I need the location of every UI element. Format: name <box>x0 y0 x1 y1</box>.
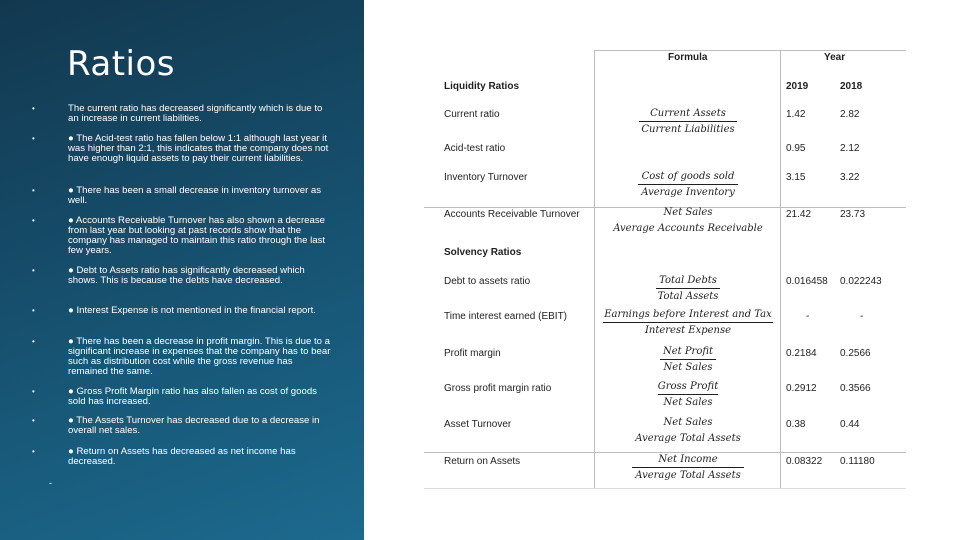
value-2019: 0.016458 <box>786 276 828 287</box>
bullet-item <box>30 216 335 256</box>
value-2018: 0.11180 <box>840 456 875 467</box>
bullet-marker: • <box>32 337 35 346</box>
value-2018: 3.22 <box>840 172 860 183</box>
bullet-marker: • <box>32 104 35 113</box>
bullet-item <box>30 447 335 467</box>
bullet-text: ● Interest Expense is not mentioned in the financial report. <box>68 305 316 316</box>
bullet-text: ● The Assets Turnover has decreased due to a decrease in overall net sales. <box>68 415 320 436</box>
bullet-item <box>30 416 335 436</box>
ratio-name: Accounts Receivable Turnover <box>444 209 580 220</box>
bullet-item <box>30 337 335 377</box>
value-2019: 21.42 <box>786 209 812 220</box>
value-2019: 0.08322 <box>786 456 823 467</box>
left-panel <box>0 0 364 540</box>
ratio-name: Asset Turnover <box>444 419 512 430</box>
ratio-name: Acid-test ratio <box>444 143 506 154</box>
column-divider <box>780 50 781 488</box>
formula-denominator: Interest Expense <box>644 325 732 336</box>
fraction-bar <box>660 359 716 360</box>
fraction-bar <box>639 121 737 122</box>
bullet-item <box>30 186 335 206</box>
value-2019: - <box>806 311 810 322</box>
year-2018-header: 2018 <box>840 81 863 92</box>
formula-denominator: Average Total Assets <box>635 470 741 481</box>
liquidity-section-label: Liquidity Ratios <box>444 81 519 92</box>
value-2019: 0.38 <box>786 419 806 430</box>
ratio-name: Time interest earned (EBIT) <box>444 311 568 322</box>
ratio-name: Inventory Turnover <box>444 172 528 183</box>
slide-title: Ratios <box>67 44 176 84</box>
value-2019: 0.2184 <box>786 348 817 359</box>
value-2018: 23.73 <box>840 209 866 220</box>
formula-denominator: Current Liabilities <box>641 124 735 135</box>
bullet-item <box>30 306 335 316</box>
bullet-marker: • <box>32 387 35 396</box>
ratio-name: Debt to assets ratio <box>444 276 531 287</box>
bullet-marker: • <box>32 266 35 275</box>
bullet-text: ● Gross Profit Margin ratio has also fallen as cost of goods sold has increased. <box>68 386 317 407</box>
value-2018: 2.12 <box>840 143 860 154</box>
bullet-marker: • <box>32 306 35 315</box>
formula-fraction <box>646 275 730 303</box>
column-divider <box>594 50 595 488</box>
formula-numerator: Net Income <box>658 454 718 465</box>
formula-denominator: Average Inventory <box>641 187 735 198</box>
bullet-marker: • <box>32 134 35 143</box>
fraction-bar <box>658 394 718 395</box>
bullet-item <box>30 104 335 124</box>
formula-numerator: Current Assets <box>650 108 726 119</box>
value-2018: 2.82 <box>840 109 860 120</box>
bullet-text: ● The Acid-test ratio has fallen below 1:1 although last year it was higher than 2:1, this indicates that the company does not have enough liquid assets to pay their current liabilities. <box>68 133 329 164</box>
ratio-name: Current ratio <box>444 109 500 120</box>
year-header: Year <box>824 52 846 63</box>
fraction-bar <box>656 288 720 289</box>
bullet-marker: • <box>32 216 35 225</box>
bullet-marker: • <box>32 447 35 456</box>
formula-fraction <box>628 454 748 482</box>
formula-fraction <box>646 381 730 409</box>
row-divider <box>594 50 906 51</box>
formula-denominator: Average Total Assets <box>635 433 741 444</box>
ratios-table <box>424 50 906 489</box>
bullet-item <box>30 387 335 407</box>
bullet-text: ● Debt to Assets ratio has significantly decreased which shows. This is because the debts have decreased. <box>68 265 305 286</box>
formula-fraction <box>646 346 730 374</box>
formula-denominator: Net Sales <box>663 397 713 408</box>
formula-fraction <box>600 309 776 337</box>
year-2019-header: 2019 <box>786 81 809 92</box>
formula-numerator: Cost of goods sold <box>641 171 735 182</box>
fraction-bar <box>603 322 773 323</box>
value-2018: 0.44 <box>840 419 860 430</box>
solvency-section-label: Solvency Ratios <box>444 247 522 258</box>
ratio-name: Profit margin <box>444 348 501 359</box>
fraction-bar <box>638 184 738 185</box>
formula-fraction <box>636 171 740 199</box>
fraction-bar <box>663 220 713 221</box>
trailing-mark: - <box>49 478 52 488</box>
value-2018: - <box>860 311 864 322</box>
bullet-item <box>30 134 335 164</box>
formula-denominator: Net Sales <box>663 362 713 373</box>
ratio-name: Gross profit margin ratio <box>444 383 552 394</box>
formula-header: Formula <box>668 52 708 63</box>
fraction-bar <box>632 467 744 468</box>
bullet-text: The current ratio has decreased significantly which is due to an increase in current liabilities. <box>68 103 323 124</box>
formula-numerator: Net Sales <box>663 207 713 218</box>
value-2019: 1.42 <box>786 109 806 120</box>
bullet-text: ● Return on Assets has decreased as net income has decreased. <box>68 446 296 467</box>
formula-numerator: Net Sales <box>663 417 713 428</box>
formula-fraction <box>636 108 740 136</box>
value-2019: 0.95 <box>786 143 806 154</box>
formula-denominator: Average Accounts Receivable <box>613 223 763 234</box>
bullet-marker: • <box>32 416 35 425</box>
formula-numerator: Net Profit <box>662 346 714 357</box>
bullet-marker: • <box>32 186 35 195</box>
value-2019: 0.2912 <box>786 383 817 394</box>
value-2018: 0.2566 <box>840 348 871 359</box>
formula-numerator: Total Debts <box>659 275 717 286</box>
formula-fraction <box>610 207 766 235</box>
formula-denominator: Total Assets <box>657 291 719 302</box>
row-divider <box>424 452 906 453</box>
ratio-name: Return on Assets <box>444 456 521 467</box>
fraction-bar <box>663 430 713 431</box>
bullet-text: ● There has been a decrease in profit margin. This is due to a significant increase in expenses that the company has to bear such as distribution cost while the gross revenue has remained the same. <box>68 336 331 377</box>
bullet-text: ● Accounts Receivable Turnover has also shown a decrease from last year but looking at past records show that the company has managed to maintain this ratio through the last few years. <box>68 215 326 256</box>
formula-numerator: Gross Profit <box>657 381 719 392</box>
value-2018: 0.3566 <box>840 383 871 394</box>
value-2018: 0.022243 <box>840 276 882 287</box>
formula-fraction <box>628 417 748 445</box>
formula-numerator: Earnings before Interest and Tax <box>604 309 772 320</box>
bullet-item <box>30 266 335 286</box>
bullet-text: ● There has been a small decrease in inventory turnover as well. <box>68 185 322 206</box>
value-2019: 3.15 <box>786 172 806 183</box>
